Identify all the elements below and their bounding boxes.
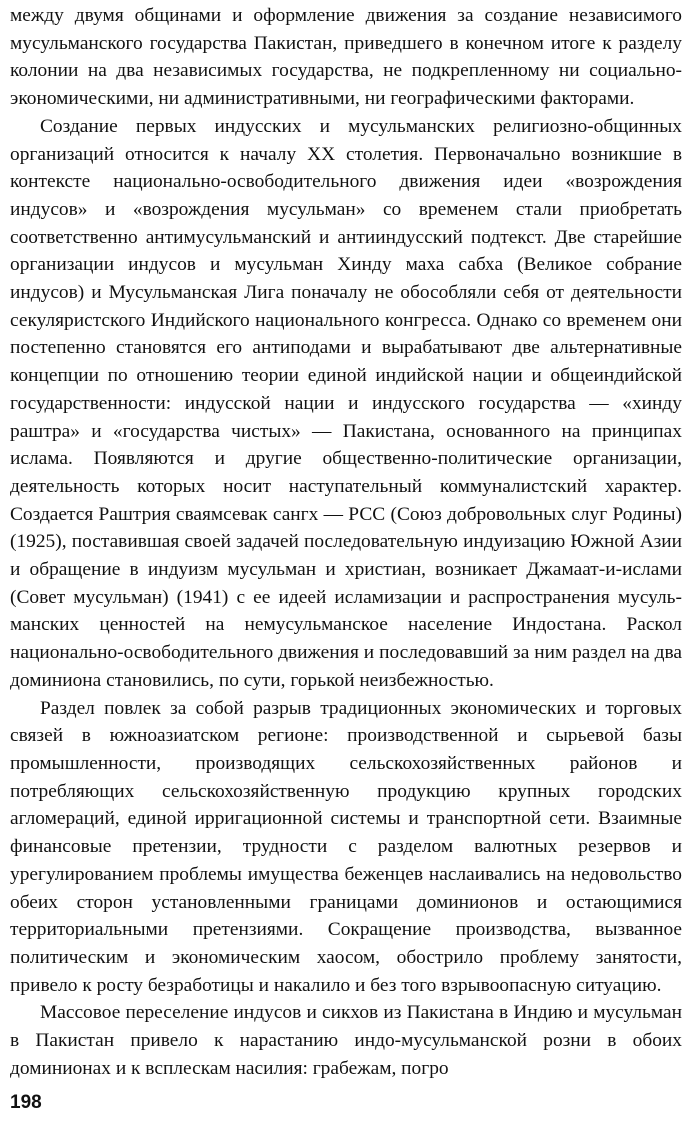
page-body [10, 2, 682, 1082]
page-number: 198 [10, 1092, 42, 1113]
paragraph-partition-effects: Раздел повлек за собой разрыв традиционных экономических и торговых связей в южноазиатском регионе: производственной и сырьевой базы промышленности, производящих сельскохозяйственных районов и потребляющих сельскохозяйственную продукцию крупных городских агломераций, единой ирригационной системы и транспортной сети. Взаимные финансовые претензии, трудности с разделом валютных резервов и урегулированием проблемы имущества беженцев наслаивались на недовольство обеих сторон установленными границами доминионов и остающимися территориальными претензиями. Сокращение производства, вызванное политическим и экономическим хаосом, обострило проблему занятости, привело к росту безработицы и накалило и без того взрывоопасную ситуацию. [10, 697, 682, 996]
paragraph-migration: Массовое переселение индусов и сикхов из Пакистана в Индию и мусульман в Пакистан привело к нарастанию индо-мусульманской розни в обоих доминионах и к всплескам насилия: грабежам, погро [10, 1002, 682, 1079]
paragraph-continued: между двумя общинами и оформление движения за создание независимого мусульманского государства Пакистан, приведшего в конечном итоге к разделу колонии на два независимых государства, не подкрепленному ни социально-экономическими, ни административными, ни географическими факторами. [10, 5, 682, 110]
paragraph-organizations: Создание первых индусских и мусульманских религиозно-общинных организаций относится к началу XX столетия. Первоначально возникшие в контексте национально-освободительного движения идеи «возрождения индусов» и «возрождения мусульман» со временем стали приобретать соответственно антимусульманский и антииндусский подтекст. Две старейшие организации индусов и мусульман Хинду маха сабха (Великое собрание индусов) и Мусульманская Лига поначалу не обособляли себя от деятельности секуляристского Индийского национального конгресса. Однако со временем они постепенно становятся его антиподами и вырабатывают две альтернативные концепции по отношению теории единой индийской нации и общеиндийской государственности: индусской нации и индусского государства — «хинду раштра» и «государства чистых» — Пакистана, основанного на принципах ислама. Появляются и другие общественно-политические организации, деятельность которых носит наступательный коммуналистский характер. Создается Раштрия сваямсевак сангх — РСС (Союз добровольных слуг Родины) (1925), поставившая своей задачей последовательную индуизацию Южной Азии и обращение в индуизм мусульман и христиан, возникает Джамаат-и-ислами (Совет мусульман) (1941) с ее идеей исламизации и распространения мусульманских ценностей на немусульманское население Индостана. Раскол национально-освободительного движения и последовавший за ним раздел на два доминиона становились, по сути, горькой неизбежностью. [10, 115, 682, 691]
